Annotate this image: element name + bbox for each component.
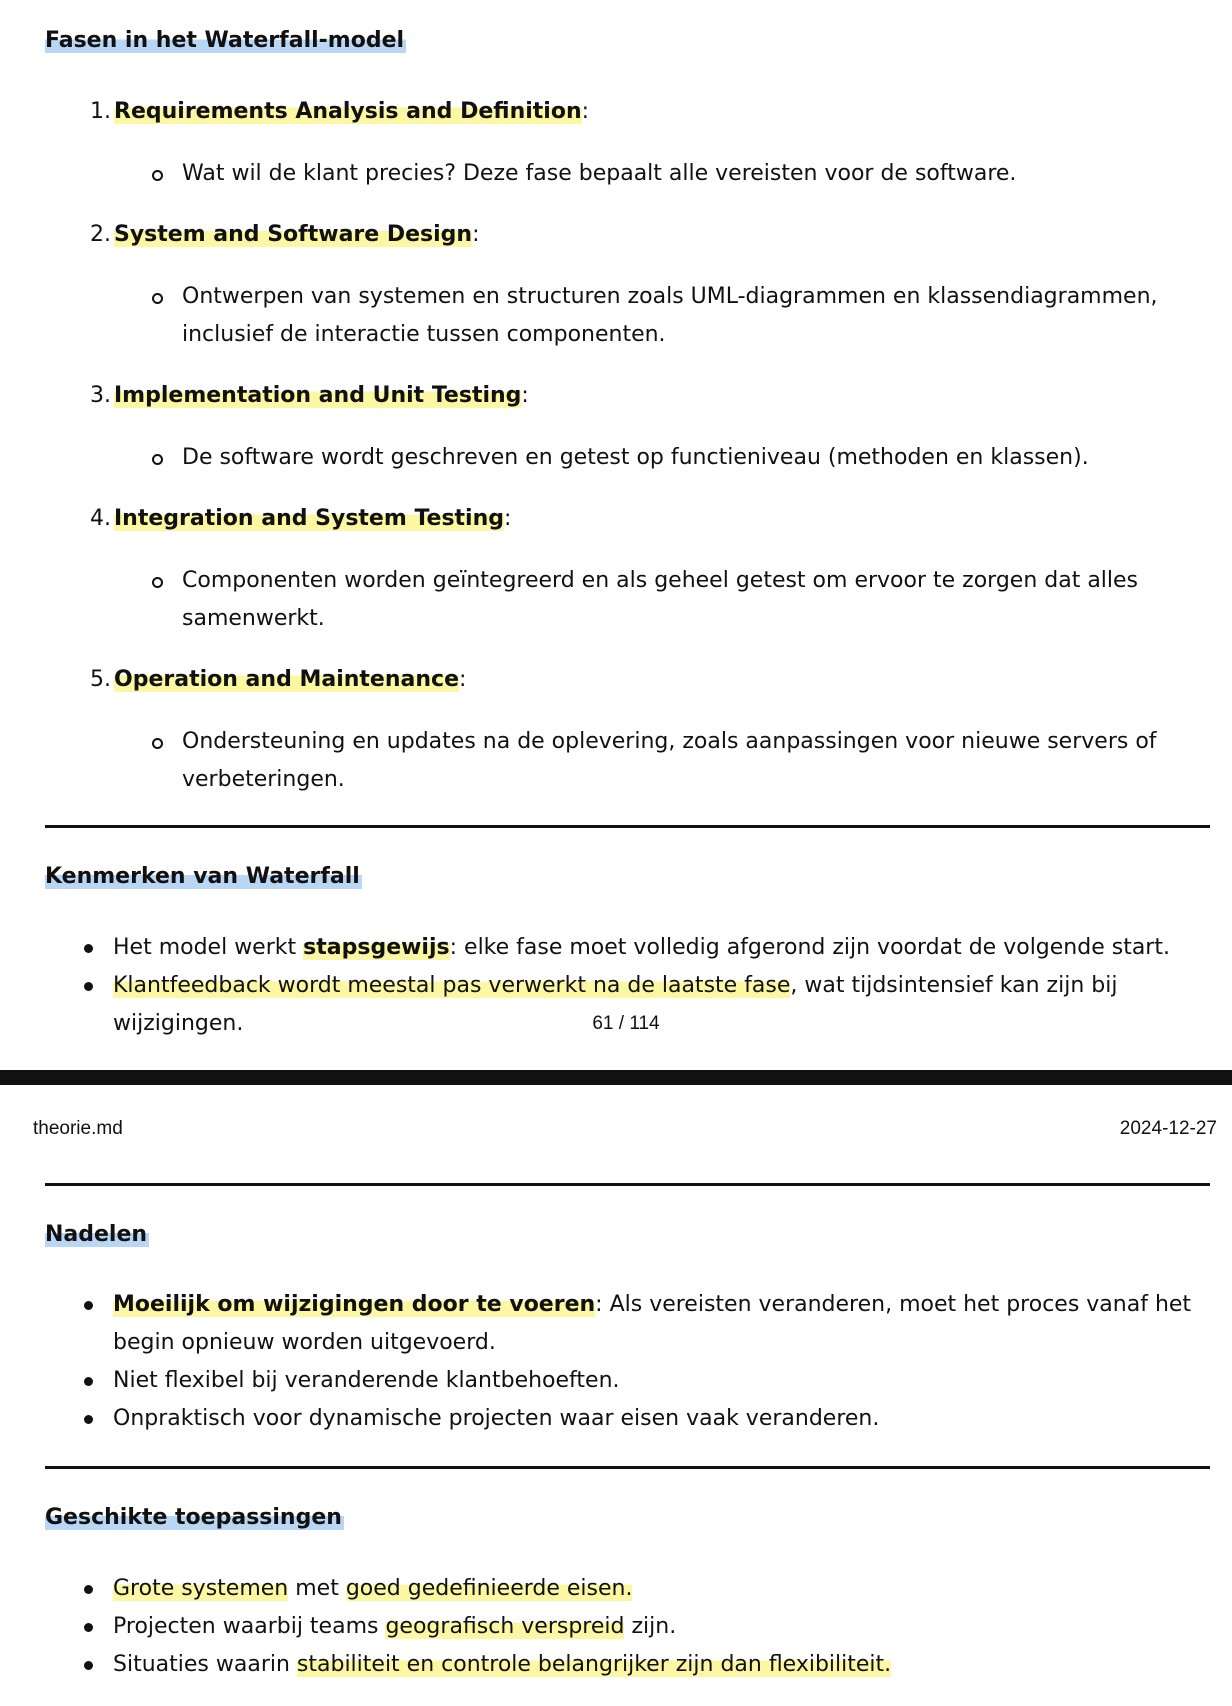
phase-title: Requirements Analysis and Definition (114, 99, 582, 124)
bullet-icon (84, 1415, 93, 1424)
bullet-icon (84, 1661, 93, 1670)
phase-description: Componenten worden geïntegreerd en als geheel getest om ervoor te zorgen dat alles samenwerkt. (152, 562, 1212, 638)
circle-bullet-icon (152, 577, 163, 588)
phase-description: Ondersteuning en updates na de oplevering, zoals aanpassingen voor nieuwe servers of verbeteringen. (152, 723, 1212, 799)
phase-item: 3. Implementation and Unit Testing: (90, 383, 529, 408)
horizontal-rule (45, 1466, 1210, 1469)
page-separator (0, 1070, 1232, 1085)
phase-title: Implementation and Unit Testing (114, 383, 522, 408)
phase-item: 2. System and Software Design: (90, 222, 480, 247)
phase-item: 5. Operation and Maintenance: (90, 667, 467, 692)
list-item: Moeilijk om wijzigingen door te voeren: Als vereisten veranderen, moet het proces vanaf het begin opnieuw worden uitgevoerd. (0, 1286, 1193, 1362)
list-item: Het model werkt stapsgewijs: elke fase moet volledig afgerond zijn voordat de volgende start. (0, 929, 1193, 967)
heading-toepassingen: Geschikte toepassingen (45, 1505, 342, 1530)
list-item: Klantfeedback wordt meestal pas verwerkt na de laatste fase, wat tijdsintensief kan zijn bij wijzigingen. (0, 967, 1193, 1043)
horizontal-rule (45, 1183, 1210, 1186)
list-item: Onpraktisch voor dynamische projecten waar eisen vaak veranderen. (0, 1400, 1193, 1438)
list-item: Projecten waarbij teams geografisch verspreid zijn. (0, 1608, 1193, 1646)
bullet-icon (84, 1377, 93, 1386)
phase-item: 4. Integration and System Testing: (90, 506, 512, 531)
heading-nadelen: Nadelen (45, 1222, 148, 1247)
circle-bullet-icon (152, 293, 163, 304)
header-filename: theorie.md (33, 1118, 123, 1139)
circle-bullet-icon (152, 738, 163, 749)
bullet-icon (84, 1585, 93, 1594)
list-item: Situaties waarin stabiliteit en controle belangrijker zijn dan flexibiliteit. (0, 1646, 1193, 1684)
phase-title: Operation and Maintenance (114, 667, 459, 692)
bullet-icon (84, 1301, 93, 1310)
phase-description: Wat wil de klant precies? Deze fase bepaalt alle vereisten voor de software. (152, 155, 1212, 193)
heading-kenmerken: Kenmerken van Waterfall (45, 864, 360, 889)
list-item: Grote systemen met goed gedefinieerde eisen. (0, 1570, 1193, 1608)
list-item: Niet flexibel bij veranderende klantbehoeften. (0, 1362, 1193, 1400)
phase-description: De software wordt geschreven en getest op functieniveau (methoden en klassen). (152, 439, 1212, 477)
page-number: 61 / 114 (592, 1013, 660, 1034)
heading-fasen: Fasen in het Waterfall-model (45, 28, 405, 53)
bullet-icon (84, 1623, 93, 1632)
document-page-62 (0, 1085, 1232, 1706)
phase-item: 1. Requirements Analysis and Definition: (90, 99, 590, 124)
phase-description: Ontwerpen van systemen en structuren zoals UML-diagrammen en klassendiagrammen, inclusief de interactie tussen componenten. (152, 278, 1212, 354)
circle-bullet-icon (152, 454, 163, 465)
header-date: 2024-12-27 (1119, 1118, 1217, 1139)
circle-bullet-icon (152, 170, 163, 181)
bullet-icon (84, 982, 93, 991)
phase-title: System and Software Design (114, 222, 473, 247)
toepassingen-list (0, 1570, 1232, 1684)
nadelen-list (0, 1286, 1232, 1438)
horizontal-rule (45, 825, 1210, 828)
bullet-icon (84, 944, 93, 953)
phase-title: Integration and System Testing (114, 506, 505, 531)
